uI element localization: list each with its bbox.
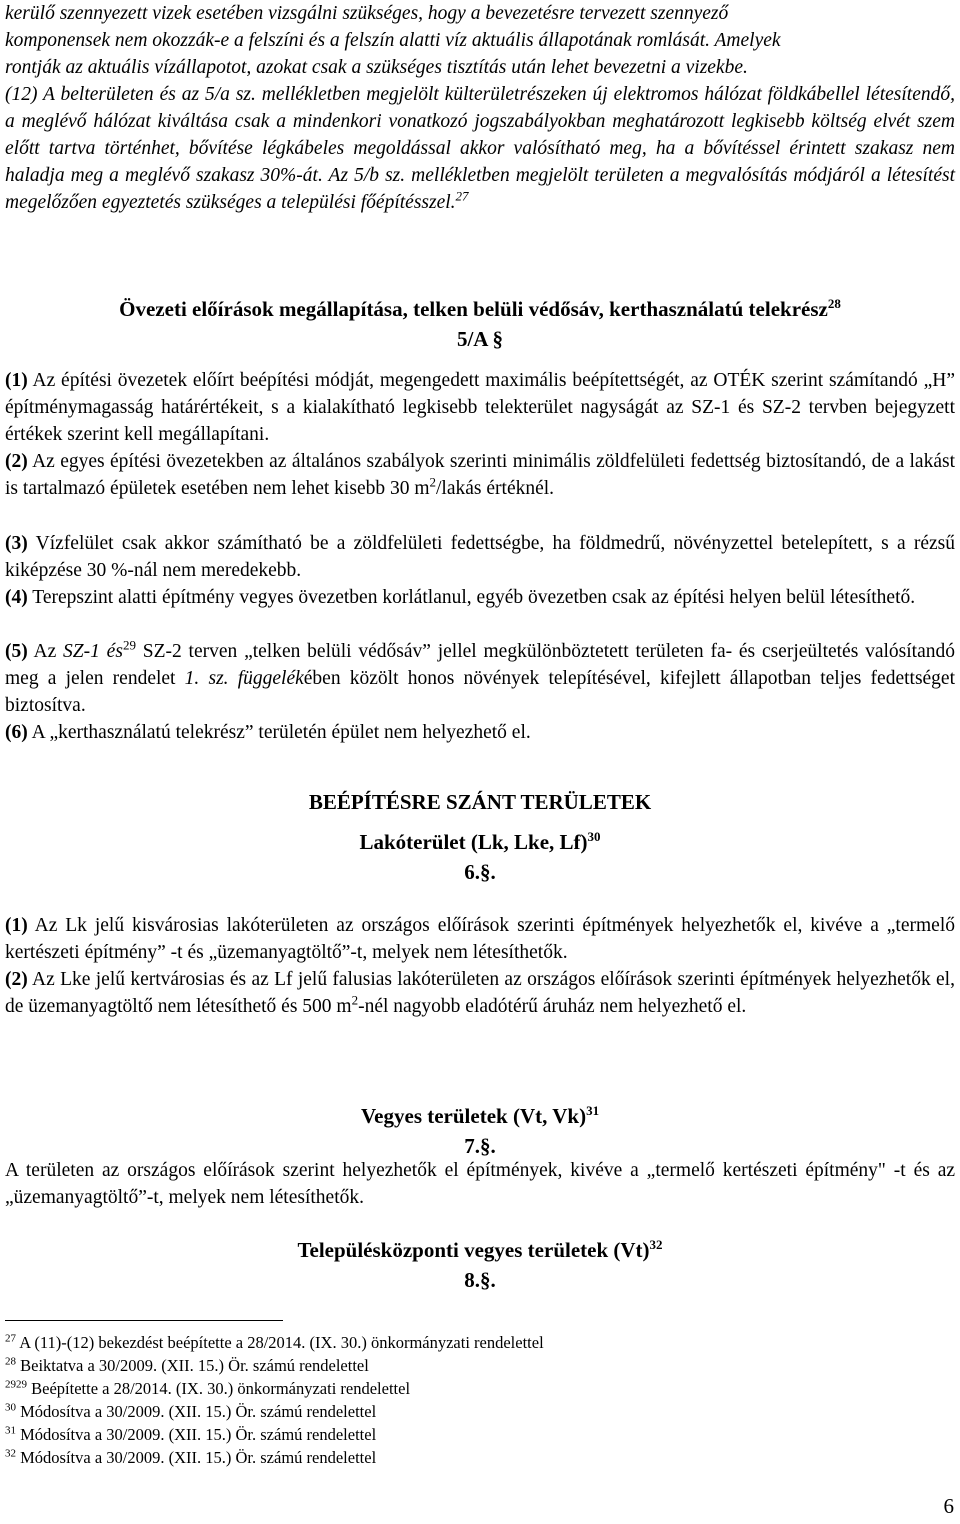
section-6-title xyxy=(0,828,960,856)
s6-p2-superscript: 2 xyxy=(351,992,359,1008)
p3-text: Vízfelület csak akkor számítható be a zöldfelületi fedettségbe, ha földmedrű, növényzettel betelepített, s a rézsű kiképzése 30 %-nál nem meredekebb. xyxy=(5,533,955,581)
footnote-text: A (11)-(12) bekezdést beépítette a 28/2014. (IX. 30.) önkormányzati rendelettel xyxy=(19,1333,544,1352)
section-beepitesre-title: BEÉPÍTÉSRE SZÁNT TERÜLETEK xyxy=(308,790,652,814)
footnote-number: 27 xyxy=(5,1332,16,1345)
p6-number: (6) xyxy=(5,722,28,743)
p5-text-a: Az xyxy=(33,641,57,662)
section-5a-p5 xyxy=(5,638,955,719)
section-7-title xyxy=(0,1102,960,1130)
section-5a-p3 xyxy=(5,530,955,584)
p1-number: (1) xyxy=(5,370,28,391)
intro-line-1: kerülő szennyezett vizek esetében vizsgálni szükséges, hogy a bevezetésre tervezett szennyező xyxy=(5,3,729,24)
s6-p2-text-end: -nél nagyobb eladótérű áruház nem helyezhető el. xyxy=(358,996,747,1017)
footnote-ref-28: 28 xyxy=(827,296,841,311)
footnote-32 xyxy=(5,1447,905,1469)
intro-line-2: komponensek nem okozzák-e a felszíni és a felszín alatti víz aktuális állapotának romlását. Amelyek xyxy=(5,30,781,51)
p5-text-e: ében közölt honos növények telepítésével, kifejlett állapotban teljes fedettséget biztosítva. xyxy=(5,668,956,716)
footnote-28 xyxy=(5,1355,905,1377)
p5-text-c: SZ-2 terven „telken belüli védősáv” jellel megkülönböztetett területen fa- és cserjeültetés valósítandó meg a jelen rendelet xyxy=(5,641,956,689)
footnote-number: 30 xyxy=(5,1401,16,1414)
section-6-number: 6.§. xyxy=(464,860,496,884)
section-7-title-text: Vegyes területek (Vt, Vk) xyxy=(360,1104,587,1128)
footnote-number: 31 xyxy=(5,1424,16,1437)
p1-text: Az építési övezetek előírt beépítési módját, megengedett maximális beépítettségét, az OTÉK szerint számítandó „H” építménymagasság határértékeit, s a kialakítható legkisebb telekterület nagyságát az SZ-1 és SZ-2 tervben bejegyzett értékek szerint kell megállapítani. xyxy=(5,370,955,445)
p5-text-d: 1. sz. függelék xyxy=(184,668,304,689)
p3-number: (3) xyxy=(5,533,28,554)
footnote-text: Beépítette a 28/2014. (IX. 30.) önkormányzati rendelettel xyxy=(31,1379,411,1398)
section-6-p1 xyxy=(5,912,955,966)
section-5a-p6 xyxy=(5,719,955,746)
p5-text-b: SZ-1 és xyxy=(63,641,123,662)
section-6-p2 xyxy=(5,966,955,1020)
footnote-number: 32 xyxy=(5,1447,16,1460)
footnote-text: Módosítva a 30/2009. (XII. 15.) Ör. számú rendelettel xyxy=(20,1448,377,1467)
section-5a-number: 5/A § xyxy=(456,327,504,351)
section-7-paragraph: A területen az országos előírások szerint helyezhetők el építmények, kivéve a „termelő kertészeti építmény" -t és az „üzemanyagtöltő”-t, melyek nem létesíthetők. xyxy=(5,1160,955,1208)
section-6-title-text: Lakóterület (Lk, Lke, Lf) xyxy=(359,830,588,854)
intro-line-3: rontják az aktuális vízállapotot, azokat csak a szükséges tisztítás után lehet bevezetni a vizekbe. xyxy=(5,57,748,78)
section-7-number: 7.§. xyxy=(464,1134,496,1158)
footnote-number: 2929 xyxy=(5,1378,27,1391)
footnote-27 xyxy=(5,1332,905,1354)
paragraph-12 xyxy=(5,81,955,216)
page-number: 6 xyxy=(943,1494,954,1518)
footnote-text: Módosítva a 30/2009. (XII. 15.) Ör. számú rendelettel xyxy=(20,1425,377,1444)
p2-number: (2) xyxy=(5,451,28,472)
section-5a-p2 xyxy=(5,448,955,502)
p2-text-end: /lakás értéknél. xyxy=(436,478,555,499)
p2-text: Az egyes építési övezetekben az általános szabályok szerinti minimális zöldfelületi fedettség biztosítandó, de a lakást is tartalmazó épületek esetében nem lehet kisebb 30 m xyxy=(5,451,955,499)
footnote-ref-27: 27 xyxy=(455,188,469,204)
footnote-number: 28 xyxy=(5,1355,16,1368)
section-5a-p4 xyxy=(5,584,955,611)
section-8-title-text: Településközponti vegyes területek (Vt) xyxy=(297,1238,650,1262)
p5-number: (5) xyxy=(5,641,28,662)
footnote-ref-31: 31 xyxy=(586,1103,600,1118)
section-5a-title xyxy=(0,295,960,323)
footnote-divider xyxy=(5,1320,283,1321)
s6-p1-number: (1) xyxy=(5,915,28,936)
p2-superscript: 2 xyxy=(429,474,437,490)
paragraph-12-text: (12) A belterületen és az 5/a sz. mellékletben megjelölt külterületrészeken új elektromos hálózat földkábellel létesítendő, a meglévő hálózat kiváltása csak a mindenkori vonatkozó jogszabályokban meghatározott legkisebb költség elvét szem előtt tartva történhet, bővítése légkábeles megoldással akkor valósítható meg, ha a bővítéssel érintett szakasz nem haladja meg a meglévő szakasz 30%-át. Az 5/b sz. mellékletben megjelölt területen a megvalósítás módjáról a létesítést megelőzően egyeztetés szükséges a települési főépítésszel. xyxy=(5,84,955,213)
section-8-title xyxy=(0,1236,960,1264)
s6-p1-text: Az Lk jelű kisvárosias lakóterületen az országos előírások szerinti építmények helyezhetők el, kivéve a „termelő kertészeti építmény” -t és „üzemanyagtöltő”-t, melyek nem létesíthetők. xyxy=(5,915,955,963)
section-5a-p1 xyxy=(5,367,955,448)
footnote-ref-32: 32 xyxy=(649,1237,663,1252)
p4-number: (4) xyxy=(5,587,28,608)
footnote-text: Módosítva a 30/2009. (XII. 15.) Ör. számú rendelettel xyxy=(20,1402,377,1421)
footnote-30 xyxy=(5,1401,905,1423)
section-5a-title-text: Övezeti előírások megállapítása, telken belüli védősáv, kerthasználatú telekrész xyxy=(119,297,828,321)
footnote-ref-30: 30 xyxy=(587,829,601,844)
s6-p2-text: Az Lke jelű kertvárosias és az Lf jelű falusias lakóterületen az országos előírások szerinti építmények helyezhetők el, de üzemanyagtöltő nem létesíthető és 500 m xyxy=(5,969,955,1017)
footnote-31 xyxy=(5,1424,905,1446)
footnote-29 xyxy=(5,1378,905,1400)
s6-p2-number: (2) xyxy=(5,969,28,990)
p6-text: A „kerthasználatú telekrész” területén épület nem helyezhető el. xyxy=(31,722,531,743)
footnote-text: Beiktatva a 30/2009. (XII. 15.) Ör. számú rendelettel xyxy=(20,1356,369,1375)
p4-text: Terepszint alatti építmény vegyes övezetben korlátlanul, egyéb övezetben csak az építési helyen belül létesíthető. xyxy=(32,587,916,608)
footnote-ref-29: 29 xyxy=(122,637,136,653)
section-8-number: 8.§. xyxy=(464,1268,496,1292)
